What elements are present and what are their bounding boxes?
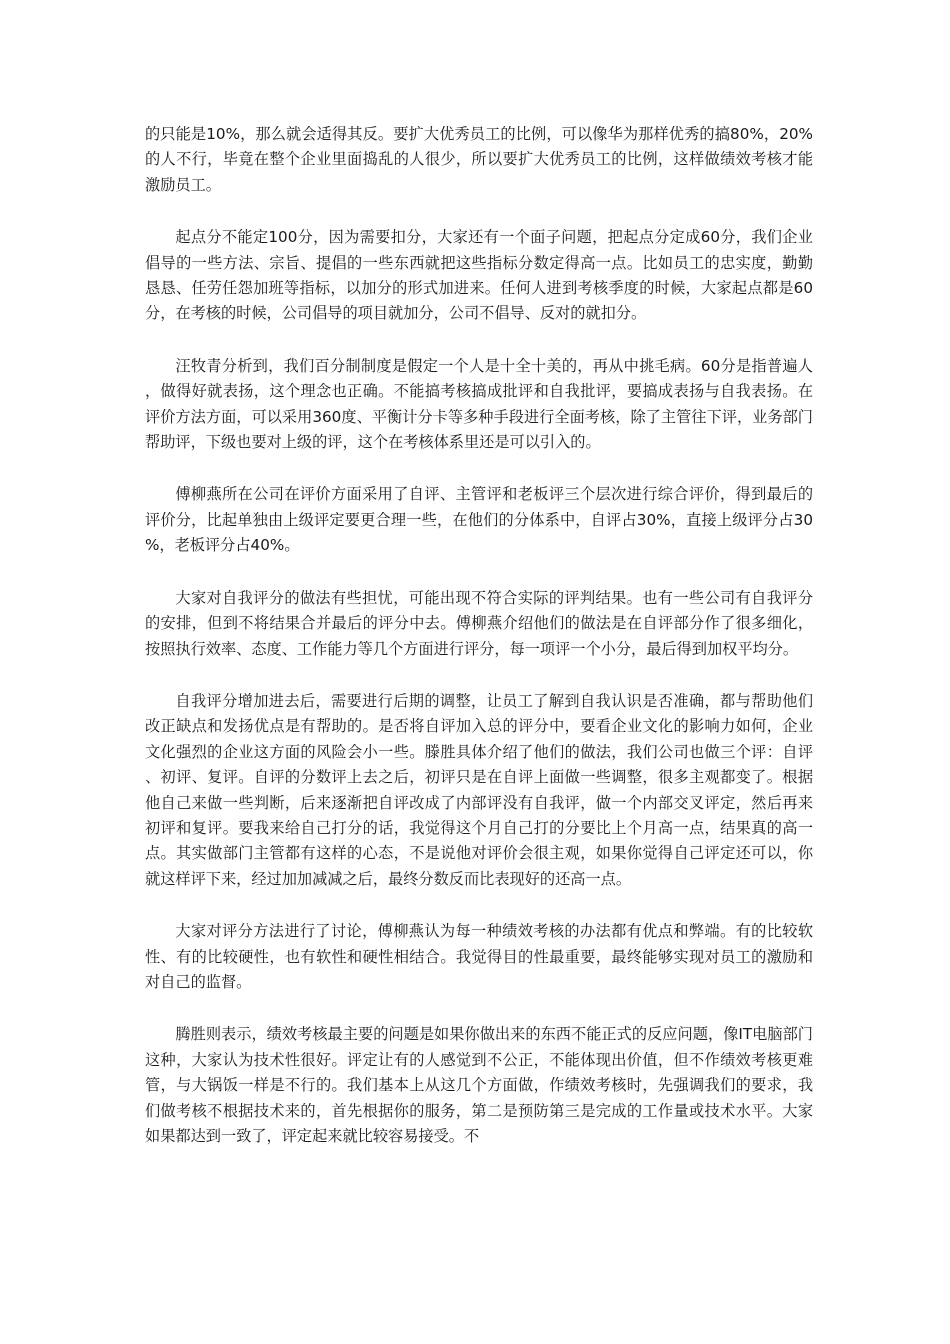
- paragraph-3: 汪牧青分析到，我们百分制制度是假定一个人是十全十美的，再从中挑毛病。60分是指普遍人，做得好就表扬，这个理念也正确。不能搞考核搞成批评和自我批评，要搞成表扬与自我表扬。在评价方法方面，可以采用360度、平衡计分卡等多种手段进行全面考核，除了主管往下评，业务部门帮助评，下级也要对上级的评，这个在考核体系里还是可以引入的。: [145, 356, 813, 452]
- paragraph-6: 自我评分增加进去后，需要进行后期的调整，让员工了解到自我认识是否准确，都与帮助他们改正缺点和发扬优点是有帮助的。是否将自评加入总的评分中，要看企业文化的影响力如何，企业文化强烈的企业这方面的风险会小一些。滕胜具体介绍了他们的做法，我们公司也做三个评：自评、初评、复评。自评的分数评上去之后，初评只是在自评上面做一些调整，很多主观都变了。根据他自己来做一些判断，后来逐渐把自评改成了内部评没有自我评，做一个内部交叉评定，然后再来初评和复评。要我来给自己打分的话，我觉得这个月自己打的分要比上个月高一点，结果真的高一点。其实做部门主管都有这样的心态，不是说他对评价会很主观，如果你觉得自己评定还可以，你就这样评下来，经过加加减减之后，最终分数反而比表现好的还高一点。: [145, 691, 813, 888]
- paragraph-2: 起点分不能定100分，因为需要扣分，大家还有一个面子问题，把起点分定成60分，我们企业倡导的一些方法、宗旨、提倡的一些东西就把这些指标分数定得高一点。比如员工的忠实度，勤勤恳恳、任劳任怨加班等指标，以加分的形式加进来。任何人进到考核季度的时候，大家起点都是60分，在考核的时候，公司倡导的项目就加分，公司不倡导、反对的就扣分。: [145, 228, 813, 323]
- paragraph-4: 傅柳燕所在公司在评价方面采用了自评、主管评和老板评三个层次进行综合评价，得到最后的评价分，比起单独由上级评定要更合理一些，在他们的分体系中，自评占30%，直接上级评分占30%，老板评分占40%。: [145, 485, 813, 555]
- paragraph-8: 腾胜则表示，绩效考核最主要的问题是如果你做出来的东西不能正式的反应问题，像IT电脑部门这种，大家认为技术性很好。评定让有的人感觉到不公正，不能体现出价值，但不作绩效考核更难管，与大锅饭一样是不行的。我们基本上从这几个方面做，作绩效考核时，先强调我们的要求，我们做考核不根据技术来的，首先根据你的服务，第二是预防第三是完成的工作量或技术水平。大家如果都达到一致了，评定起来就比较容易接受。不: [145, 1025, 813, 1145]
- paragraph-7: 大家对评分方法进行了讨论，傅柳燕认为每一种绩效考核的办法都有优点和弊端。有的比较软性、有的比较硬性，也有软性和硬性相结合。我觉得目的性最重要，最终能够实现对员工的激励和对自己的监督。: [145, 922, 813, 991]
- paragraph-5: 大家对自我评分的做法有些担忧，可能出现不符合实际的评判结果。也有一些公司有自我评分的安排，但到不将结果合并最后的评分中去。傅柳燕介绍他们的做法是在自评部分作了很多细化，按照执行效率、态度、工作能力等几个方面进行评分，每一项评一个小分，最后得到加权平均分。: [145, 588, 813, 658]
- paragraph-1: 的只能是10%，那么就会适得其反。要扩大优秀员工的比例，可以像华为那样优秀的搞80%，20%的人不行，毕竟在整个企业里面捣乱的人很少，所以要扩大优秀员工的比例，这样做绩效考核才能激励员工。: [145, 125, 813, 194]
- document-page: [145, 122, 813, 1149]
